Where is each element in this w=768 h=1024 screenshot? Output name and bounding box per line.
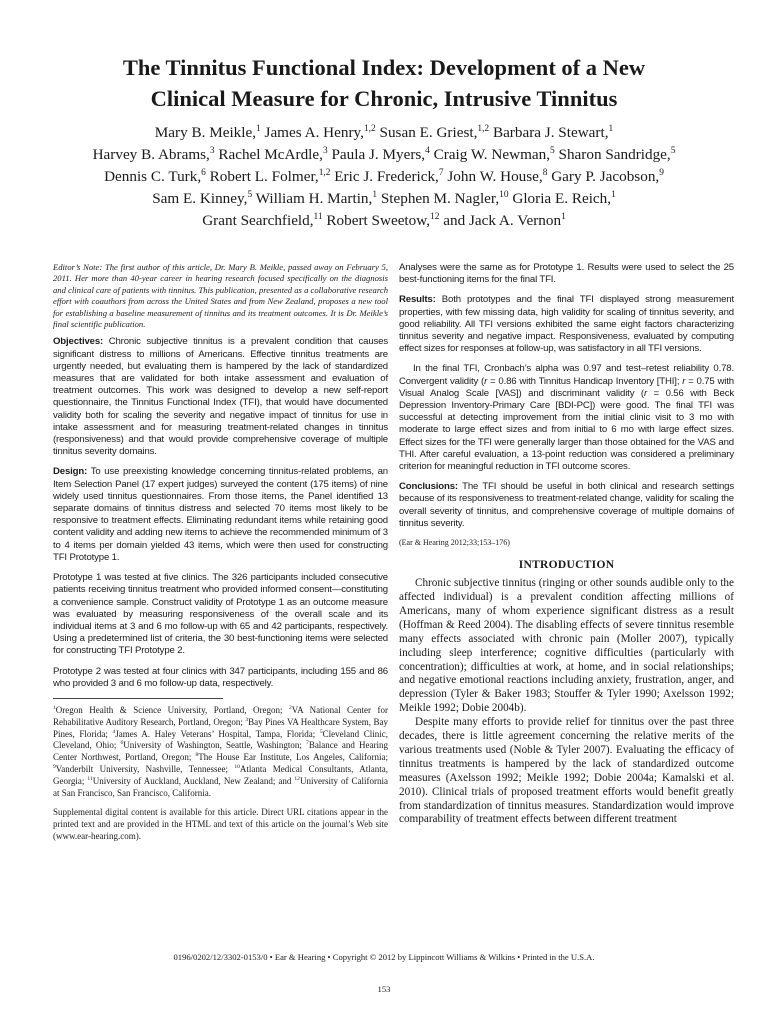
introduction-heading: INTRODUCTION <box>518 559 615 572</box>
abstract-results <box>399 294 734 355</box>
abstract-prototype-2: Prototype 2 was tested at four clinics with 347 participants, including 155 and 86 who provided 3 and 6 mo follow-up data, respectively. <box>53 665 388 689</box>
author-affiliation-number: 1,2 <box>363 123 376 134</box>
affiliation-number: 1 <box>53 704 56 711</box>
affiliation-text: VA National Center for Rehabilitative Auditory Research, Portland, Oregon; <box>53 704 388 727</box>
affiliation-text: Cleveland Clinic, Cleveland, Ohio; <box>53 728 388 751</box>
author-affiliation-number: 4 <box>425 145 430 156</box>
journal-citation: (Ear & Hearing 2012;33;153–176) <box>399 538 510 548</box>
author-name: Sam E. Kinney, <box>152 190 248 207</box>
affiliation-number: 10 <box>234 763 240 770</box>
author-name: Grant Searchfield, <box>202 212 314 229</box>
title-line-2: Clinical Measure for Chronic, Intrusive Tinnitus <box>150 86 618 111</box>
abstract-final-tfi <box>399 363 734 473</box>
footnote-divider <box>53 698 223 699</box>
conclusions-label: Conclusions: <box>399 481 458 493</box>
affiliation-number: 4 <box>112 728 116 735</box>
affiliation-number: 3 <box>245 716 249 723</box>
intro-paragraph-1: Chronic subjective tinnitus (ringing or other sounds audible only to the affected individual) is a prevalent condition affecting millions of Americans, many of whom experience significant distress as a result (Hoffman & Reed 2004). The disabling effects of severe tinnitus resemble many effects associated with chronic pain (Moller 2007), typically including sleep interference; cognitive difficulties (particularly with concentration); difficulties at work, at home, and in social relationships; and negative emotional reactions including anxiety, frustration, anger, and depression (Tyler & Baker 1983; Stouffer & Tyler 1990; Axelsson 1992; Meikle 1992; Dobie 2004b). <box>399 577 734 715</box>
author-name: Gloria E. Reich, <box>508 190 612 207</box>
r-symbol: r <box>643 387 647 399</box>
affiliation-text: Atlanta Medical Consultants, Atlanta, Georgia; <box>53 763 388 786</box>
author-name: Robert L. Folmer, <box>205 168 319 185</box>
affiliation-number: 6 <box>120 740 124 747</box>
affiliation-text: University of Washington, Seattle, Washington; <box>123 740 307 751</box>
author-name: and Jack A. Vernon <box>439 212 562 229</box>
author-affiliation-number: 10 <box>499 189 509 200</box>
author-affiliation-number: 1 <box>561 211 566 222</box>
author-list <box>40 122 728 232</box>
conclusions-text: The TFI should be useful in both clinical and research settings because of its responsiveness to treatment-related change, validity for scaling the overall severity of tinnitus, and comprehensive coverage of multiple domains of tinnitus severity. <box>399 481 734 529</box>
affiliation-text: Balance and Hearing Center Northwest, Portland, Oregon; <box>53 740 388 763</box>
affiliation-text: The House Ear Institute, Los Angeles, California; <box>198 752 388 763</box>
r-symbol: r <box>682 375 686 387</box>
author-affiliation-number: 1,2 <box>318 167 331 178</box>
author-line <box>40 210 728 232</box>
author-affiliation-number: 9 <box>659 167 664 178</box>
author-affiliation-number: 1 <box>256 123 261 134</box>
author-affiliation-number: 6 <box>201 167 206 178</box>
design-text: To use preexisting knowledge concerning tinnitus-related problems, an Item Selection Panel (17 expert judges) surveyed the content (175 items) of nine widely used tinnitus questionnaires. From those items, the Panel identified 13 separate domains of tinnitus distress and selected 70 items most likely to be responsive to treatment effects. Eliminating redundant items while retaining good content validity and adding new items to achieve the recommended minimum of 3 to 4 items per domain yielded 43 items, which were then used for constructing TFI Prototype 1. <box>53 466 388 563</box>
affiliation-text: James A. Haley Veterans’ Hospital, Tampa, Florida; <box>115 728 320 739</box>
results-label: Results: <box>399 294 436 306</box>
results-text: Both prototypes and the final TFI displayed strong measurement properties, with few missing data, high validity for scaling of tinnitus severity, and good reliability. All TFI versions exhibited the same eight factors characterizing tinnitus severity and negative impact. Responsiveness, evaluated by computing effect sizes for responses at follow-up, was satisfactory in all TFI versions. <box>399 294 734 355</box>
author-name: Susan E. Griest, <box>375 124 478 141</box>
affiliation-number: 5 <box>319 728 323 735</box>
supplemental-note: Supplemental digital content is available for this article. Direct URL citations appear in the printed text and are provided in the HTML and text of this article on the journal’s Web site (www.ear-hearing.com). <box>53 807 388 841</box>
affiliation-number: 9 <box>53 763 56 770</box>
author-affiliation-number: 11 <box>313 211 323 222</box>
author-affiliation-number: 5 <box>670 145 676 156</box>
author-name: Sharon Sandridge, <box>554 146 671 163</box>
author-name: Craig W. Newman, <box>429 146 551 163</box>
author-name: Rachel McArdle, <box>214 146 323 163</box>
author-name: John W. House, <box>443 168 543 185</box>
author-line <box>40 122 728 144</box>
final-tfi-part-a: In the final TFI, Cronbach’s alpha was 0.97 and test–retest reliability 0.78. Convergent validity ( <box>399 363 734 387</box>
abstract-design <box>53 466 388 564</box>
objectives-label: Objectives: <box>53 336 104 348</box>
copyright-footer: 0196/0202/12/3302-0153/0 • Ear & Hearing • Copyright © 2012 by Lippincott Williams & Wilkins • Printed in the U.S.A. <box>173 952 595 962</box>
left-column <box>53 262 388 843</box>
author-name: William H. Martin, <box>252 190 373 207</box>
abstract-analyses: Analyses were the same as for Prototype 1. Results were used to select the 25 best-functioning items for the final TFI. <box>399 262 734 286</box>
r-symbol: r <box>484 375 488 387</box>
affiliation-text: University of Auckland, Auckland, New Zealand; and <box>92 775 295 786</box>
author-affiliation-number: 1 <box>608 123 614 134</box>
author-line <box>40 144 728 166</box>
affiliation-text: University of California at San Francisco, San Francisco, California. <box>53 775 389 798</box>
author-name: James A. Henry, <box>260 124 364 141</box>
intro-paragraph-2: Despite many efforts to provide relief for tinnitus over the past three decades, there is little agreement concerning the relative merits of the various treatments used (Noble & Tyler 2007). Evaluating the efficacy of tinnitus treatments is hampered by the lack of standardized outcome measures (Axelsson 1992; Meikle 1992; Dobie 2004a; Kamalski et al. 2010). Clinical trials of proposed treatment efforts would benefit greatly from standardization of tinnitus measures. Standardization would improve comparability of treatment effects between different treatment <box>399 716 734 826</box>
author-affiliation-number: 1 <box>372 189 378 200</box>
author-line <box>40 166 728 188</box>
author-affiliation-number: 1,2 <box>477 123 490 134</box>
affiliation-number: 7 <box>306 740 309 747</box>
final-tfi-part-d: = 0.56 with Beck Depression Inventory-Primary Care [BDI-PC]) were good. The final TFI was successful at detecting improvement from the initial clinic visit to 3 mo with moderate to large effect sizes and from initial to 6 mo with large effect sizes. Effect sizes for the TFI were generally larger than those obtained for the VAS and THI. After careful evaluation, a 13-point reduction was considered a preliminary criterion for meaningful reduction in TFI outcome scores. <box>399 387 734 473</box>
affiliation-number: 12 <box>294 775 300 782</box>
final-tfi-part-b: = 0.86 with Tinnitus Handicap Inventory [THI]; <box>487 375 683 387</box>
author-affiliation-number: 8 <box>542 167 548 178</box>
author-name: Dennis C. Turk, <box>104 168 202 185</box>
affiliations <box>53 705 388 799</box>
author-affiliation-number: 5 <box>247 189 253 200</box>
abstract-objectives <box>53 336 388 458</box>
author-name: Paula J. Myers, <box>327 146 426 163</box>
author-affiliation-number: 3 <box>322 145 328 156</box>
author-name: Harvey B. Abrams, <box>92 146 210 163</box>
affiliation-number: 8 <box>195 752 199 759</box>
affiliation-number: 11 <box>87 775 93 782</box>
author-affiliation-number: 7 <box>438 167 444 178</box>
author-name: Gary P. Jacobson, <box>547 168 660 185</box>
affiliation-number: 2 <box>288 704 292 711</box>
author-affiliation-number: 1 <box>611 189 616 200</box>
author-name: Robert Sweetow, <box>322 212 431 229</box>
right-column <box>399 262 734 827</box>
author-name: Stephen M. Nagler, <box>377 190 500 207</box>
title-line-1: The Tinnitus Functional Index: Development of a New <box>122 55 646 80</box>
objectives-text: Chronic subjective tinnitus is a prevalent condition that causes significant distress to millions of Americans. Effective tinnitus treatments are urgently needed, but evaluating them is hampered by the lack of standardized measures that are validated for both intake assessment and evaluation of treatment outcomes. This work was designed to develop a new self-report questionnaire, the Tinnitus Functional Index (TFI), that would have documented validity both for scaling the severity and negative impact of tinnitus for use in intake assessment and for measuring treatment-related changes in tinnitus (responsiveness) and that would provide comprehensive coverage of multiple tinnitus severity domains. <box>53 336 388 458</box>
affiliation-text: Bay Pines VA Healthcare System, Bay Pines, Florida; <box>53 716 388 739</box>
article-title <box>40 52 728 114</box>
abstract-prototype-1: Prototype 1 was tested at five clinics. The 326 participants included consecutive patients receiving tinnitus treatment who provided informed consent—constituting a convenience sample. Construct validity of Prototype 1 as an outcome measure was evaluated by measuring responsiveness of the overall scale and its individual items at 3 and 6 mo follow-up with 65 and 42 participants, respectively. Using a predetermined list of criteria, the 30 best-functioning items were selected for constructing TFI Prototype 2. <box>53 572 388 657</box>
affiliation-text: Vanderbilt University, Nashville, Tennessee; <box>55 763 235 774</box>
design-label: Design: <box>53 466 88 478</box>
affiliation-text: Oregon Health & Science University, Portland, Oregon; <box>55 704 289 715</box>
author-name: Mary B. Meikle, <box>154 124 257 141</box>
author-affiliation-number: 3 <box>209 145 215 156</box>
author-affiliation-number: 12 <box>430 211 440 222</box>
page-number: 153 <box>377 984 391 994</box>
author-name: Barbara J. Stewart, <box>489 124 609 141</box>
author-name: Eric J. Frederick, <box>330 168 439 185</box>
author-line <box>40 188 728 210</box>
abstract-conclusions <box>399 481 734 530</box>
final-tfi-part-c: = 0.75 with Visual Analog Scale [VAS]) and discriminant validity ( <box>399 375 734 399</box>
editors-note: Editor’s Note: The first author of this article, Dr. Mary B. Meikle, passed away on February 5, 2011. Her more than 40-year career in hearing research focused specifically on the diagnosis and clinical care of patients with tinnitus. This publication, presented as a collaborative research effort with coauthors from across the United States and from New Zealand, proposes a new tool for establishing a baseline measurement of tinnitus and its treatment outcomes. It is Dr. Meikle’s final scientific publication. <box>53 262 388 330</box>
author-affiliation-number: 5 <box>550 145 555 156</box>
